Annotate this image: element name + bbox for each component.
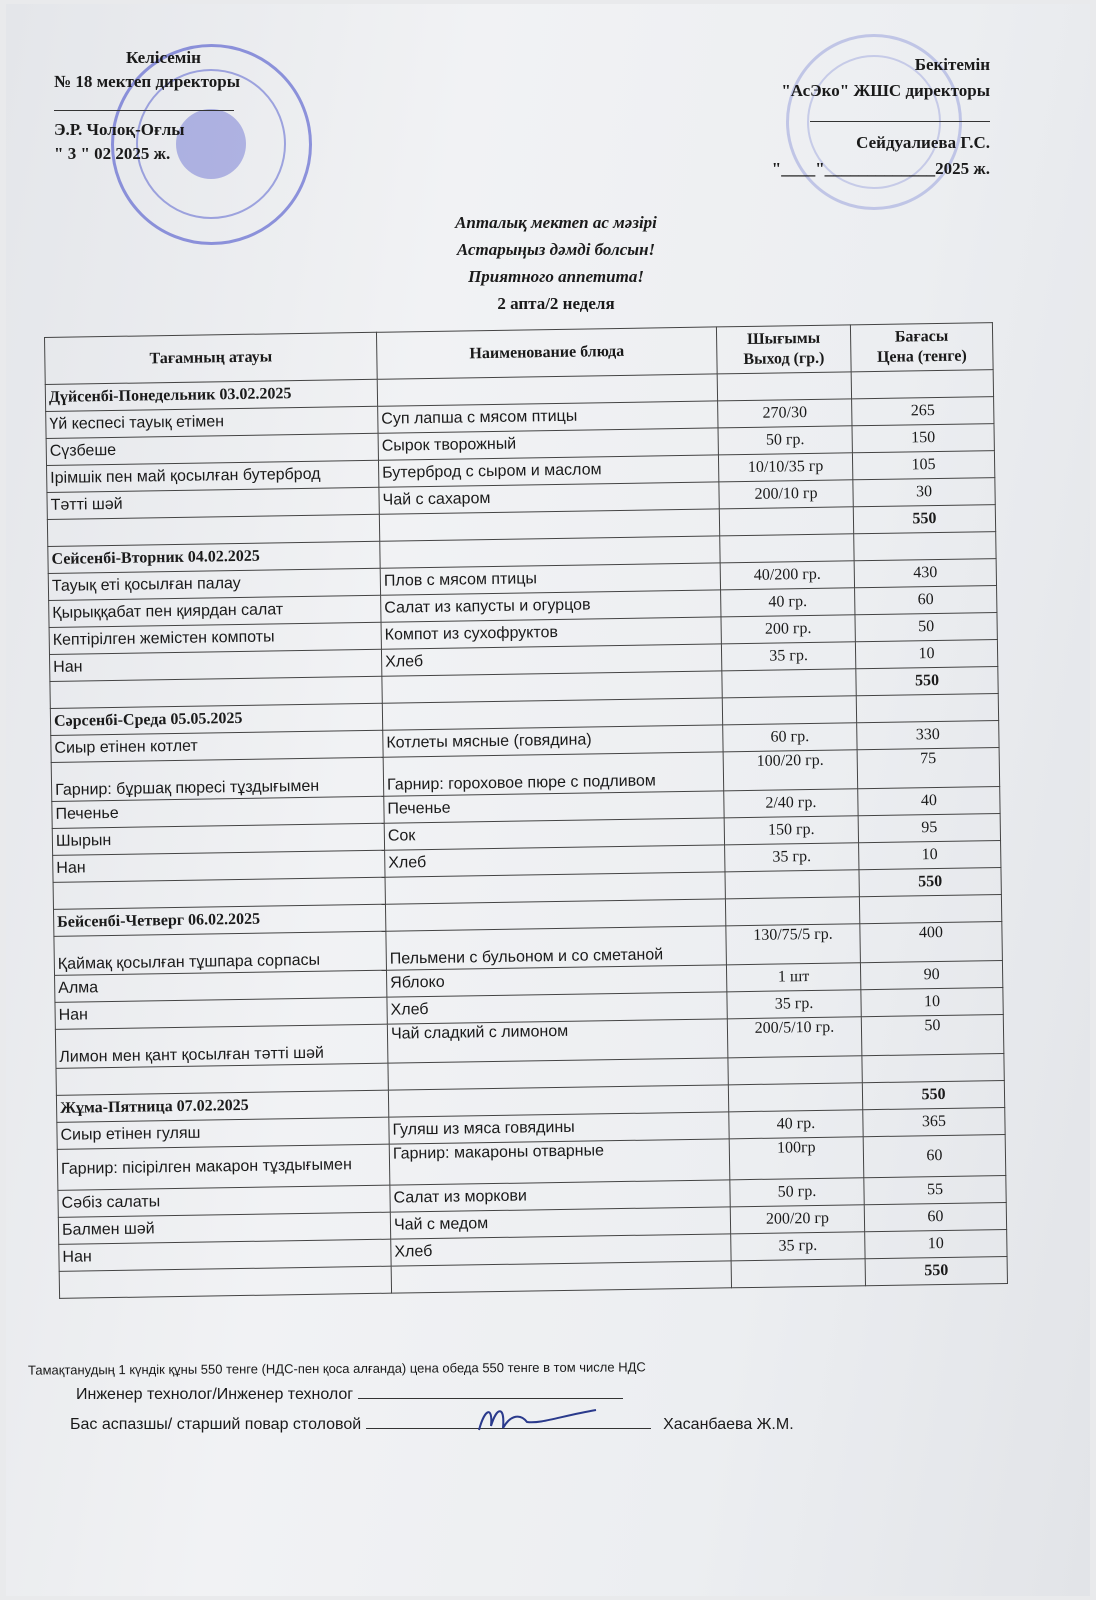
approval-right-position: "АсЭко" ЖШС директоры	[781, 81, 990, 100]
approval-block-left	[54, 46, 240, 166]
table-row: Тауық еті қосылған палау Плов с мясом птицы 40/200 гр. 430	[48, 559, 996, 601]
cook-signature-row	[70, 1416, 794, 1434]
handwritten-signature-icon	[471, 1400, 601, 1440]
cook-label: Бас аспазшы/ старший повар столовой	[70, 1416, 362, 1433]
table-row: Алма Яблоко 1 шт 90	[55, 961, 1003, 1003]
table-row: Нан Хлеб 35 гр. 10	[55, 988, 1003, 1030]
header-name-ru: Наименование блюда	[376, 327, 717, 379]
table-row: Гарнир: бұршақ пюресі тұздығымен Гарнир: гороховое пюре с подливом 100/20 гр. 75	[51, 748, 999, 802]
day-title: Бейсенбі-Четверг 06.02.2025	[53, 904, 385, 936]
table-row: Сиыр етінен котлет Котлеты мясные (говядина) 60 гр. 330	[51, 721, 999, 763]
approval-left-heading: Келісемін	[126, 48, 201, 67]
table-row: Қаймақ қосылған тұшпара сорпасы Пельмени с бульоном и со сметаной 130/75/5 гр. 400	[54, 922, 1002, 976]
title-line-kz: Апталық мектеп ас мәзірі	[455, 213, 657, 232]
day-total: 550	[862, 1081, 1004, 1110]
approval-right-date: "____"_____________2025 ж.	[771, 159, 990, 178]
header-price: Бағасы Цена (тенге)	[850, 323, 993, 372]
table-row: Шырын Сок 150 гр. 95	[52, 814, 1000, 856]
engineer-label: Инженер технолог/Инженер технолог	[76, 1386, 354, 1403]
table-row: Сәбіз салаты Салат из моркови 50 гр. 55	[58, 1175, 1006, 1217]
table-row: Печенье Печенье 2/40 гр. 40	[52, 787, 1000, 829]
approval-right-heading: Бекітемін	[914, 55, 990, 74]
document-page	[6, 4, 1090, 1596]
table-row: Нан Хлеб 35 гр. 10	[53, 841, 1001, 883]
menu-title	[306, 209, 806, 317]
table-row: Гарнир: пісірілген макарон тұздығымен Гарнир: макароны отварные 100гр 60	[57, 1135, 1006, 1191]
table-row: Кептірілген жемістен компоты Компот из сухофруктов 200 гр. 50	[49, 613, 997, 655]
header-name-kz: Тағамның атауы	[45, 332, 378, 384]
day-title: Дүйсенбі-Понедельник 03.02.2025	[45, 379, 377, 411]
table-row: Сүзбеше Сырок творожный 50 гр. 150	[46, 424, 994, 466]
header-yield: Шығымы Выход (гр.)	[716, 325, 851, 374]
table-row: Үй кеспесі тауық етімен Суп лапша с мясом птицы 270/30 265	[46, 397, 994, 439]
table-row: Тәтті шәй Чай с сахаром 200/10 гр 30	[47, 478, 995, 520]
day-total: 550	[853, 505, 995, 534]
day-title: Жұма-Пятница 07.02.2025	[56, 1090, 388, 1122]
signature-line	[358, 1386, 623, 1399]
title-line-greeting-ru: Приятного аппетита!	[468, 267, 644, 286]
table-row: Ірімшік пен май қосылған бутерброд Бутерброд с сыром и маслом 10/10/35 гр 105	[47, 451, 995, 493]
table-row: Қырыққабат пен қиярдан салат Салат из капусты и огурцов 40 гр. 60	[49, 586, 997, 628]
table-row: Сиыр етінен гуляш Гуляш из мяса говядины 40 гр. 365	[57, 1108, 1005, 1150]
day-title: Сәрсенбі-Среда 05.05.2025	[50, 703, 382, 735]
day-total: 550	[856, 667, 998, 696]
signature-line	[810, 107, 990, 122]
approval-right-name: Сейдуалиева Г.С.	[856, 133, 990, 152]
menu-table	[44, 322, 1008, 1299]
table-row: Нан Хлеб 35 гр. 10	[49, 640, 997, 682]
cook-name: Хасанбаева Ж.М.	[663, 1416, 794, 1433]
approval-left-name: Э.Р. Чолоқ-Оғлы	[54, 120, 185, 139]
approval-left-date: " 3 " 02 2025 ж.	[54, 144, 171, 163]
day-total: 550	[859, 868, 1001, 897]
price-footnote: Тамақтанудың 1 күндік құны 550 тенге (НДС-пен қоса алғанда) цена обеда 550 тенге в том числе НДС	[27, 1359, 646, 1378]
approval-block-right	[772, 52, 990, 182]
title-line-greeting-kz: Астарыңыз дәмді болсын!	[456, 240, 656, 259]
title-line-week: 2 апта/2 неделя	[497, 294, 615, 313]
signature-line	[54, 96, 234, 111]
day-title: Сейсенбі-Вторник 04.02.2025	[48, 541, 380, 573]
table-row: Нан Хлеб 35 гр. 10	[59, 1229, 1007, 1271]
week-total: 550	[865, 1256, 1007, 1285]
table-row: Балмен шәй Чай с медом 200/20 гр 60	[58, 1202, 1006, 1244]
table-row: Лимон мен қант қосылған тәтті шәй Чай сладкий с лимоном 200/5/10 гр. 50	[55, 1015, 1003, 1069]
approval-left-position: № 18 мектеп директоры	[54, 72, 240, 91]
